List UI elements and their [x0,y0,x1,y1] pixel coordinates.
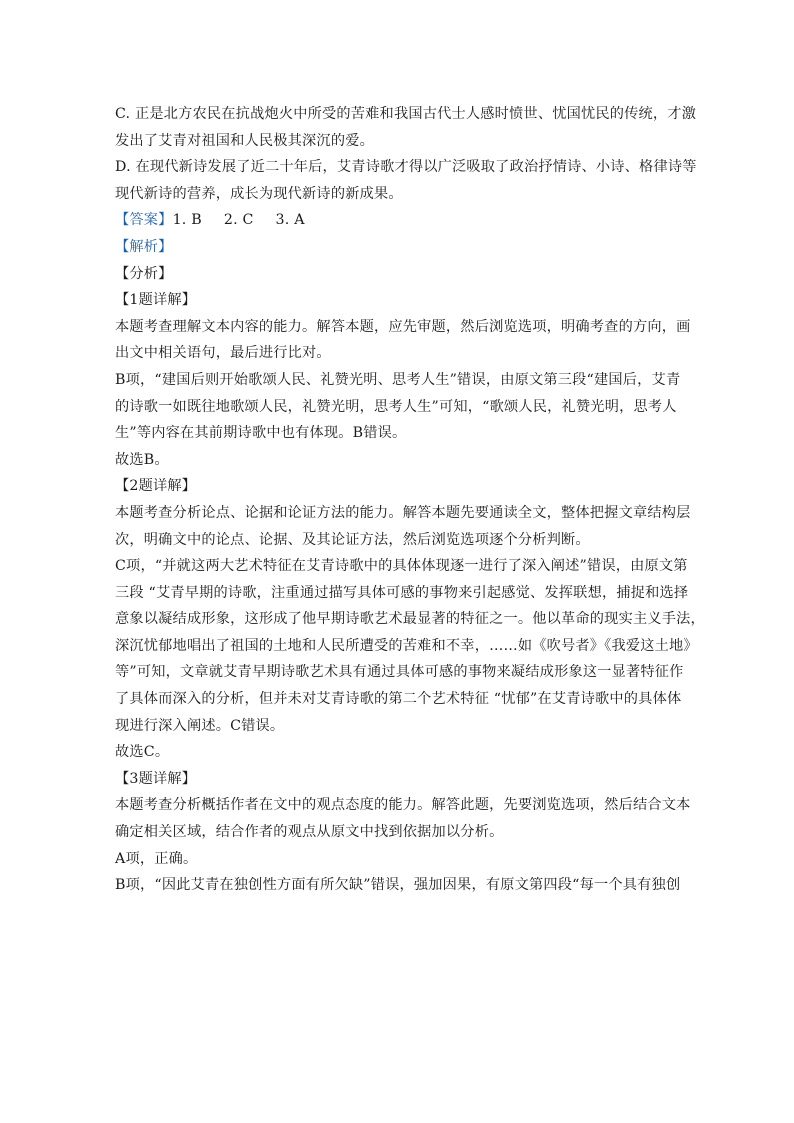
answer-2: 2. C [223,212,254,229]
q3-b-line-1: B项，“因此艾青在独创性方面有所欠缺”错误，强加因果，有原文第四段“每一个具有独创 [115,877,681,894]
q3-p1-line-1: 本题考查分析概括作者在文中的观点态度的能力。解答此题，先要浏览选项，然后结合文本 [115,797,691,814]
option-d-line-2: 现代新诗的营养，成长为现代新诗的新成果。 [115,185,403,202]
q1-heading: 【1题详解】 [115,292,197,309]
option-c-line-1: C. 正是北方农民在抗战炮火中所受的苦难和我国古代士人感时愤世、忧国忧民的传统，才激 [115,106,697,122]
q2-p2-line-3: 意象以凝结成形象，这形成了他早期诗歌艺术最显著的特征之一。他以革命的现实主义手法， [115,611,705,628]
q1-p1-line-1: 本题考查理解文本内容的能力。解答本题，应先审题，然后浏览选项，明确考查的方向，画 [115,318,691,335]
document-page [115,101,705,899]
q1-p2-line-2: 的诗歌一如既往地歌颂人民，礼赞光明，思考人生”可知，“歌颂人民，礼赞光明，思考人 [115,398,677,415]
option-c-line-2: 发出了艾青对祖国和人民极其深沉的爱。 [115,132,374,149]
q3-p1-line-2: 确定相关区域，结合作者的观点从原文中找到依据加以分析。 [115,824,504,841]
q2-p2-line-7: 现进行深入阐述。C错误。 [115,717,285,734]
q3-heading: 【3题详解】 [115,770,197,787]
q2-conclusion: 故选C。 [115,744,170,761]
q1-p1-line-2: 出文中相关语句，最后进行比对。 [115,345,331,362]
q3-a-line: A项，正确。 [115,850,198,867]
q2-p1-line-1: 本题考查分析论点、论据和论证方法的能力。解答本题先要通读全文，整体把握文章结构层 [115,504,691,521]
q2-p1-line-2: 次，明确文中的论点、论据、及其论证方法，然后浏览选项逐个分析判断。 [115,531,590,548]
q2-heading: 【2题详解】 [115,478,197,495]
answer-label: 【答案】 [115,212,173,229]
fenxi-label: 【分析】 [115,265,173,282]
q2-p2-line-1: C项，“并就这两大艺术特征在艾青诗歌中的具体体现逐一进行了深入阐述”错误，由原文第 [115,558,688,575]
q1-conclusion: 故选B。 [115,451,169,468]
q1-p2-line-1: B项，“建国后则开始歌颂人民、礼赞光明、思考人生”错误，由原文第三段“建国后，艾青 [115,371,681,388]
q2-p2-line-2: 三段 “艾青早期的诗歌，注重通过描写具体可感的事物来引起感觉、发挥联想，捕捉和选择 [115,584,689,601]
q2-p2-line-4: 深沉忧郁地唱出了祖国的土地和人民所遭受的苦难和不幸，……如《吹号者》《我爱这土地》 [115,637,698,654]
q2-p2-line-6: 了具体而深入的分析，但并未对艾青诗歌的第二个艺术特征 “忧郁”在艾青诗歌中的具体体 [115,691,682,708]
q1-p2-line-3: 生”等内容在其前期诗歌中也有体现。B错误。 [115,425,407,442]
q2-p2-line-5: 等”可知，文章就艾青早期诗歌艺术具有通过具体可感的事物来凝结成形象这一显著特征作 [115,664,684,681]
option-d-line-1: D. 在现代新诗发展了近二十年后，艾青诗歌才得以广泛吸取了政治抒情诗、小诗、格律诗等 [115,159,697,176]
answer-line [115,207,680,234]
answer-1: 1. B [172,212,202,229]
analysis-label: 【解析】 [115,238,173,255]
answer-3: 3. A [275,212,305,229]
